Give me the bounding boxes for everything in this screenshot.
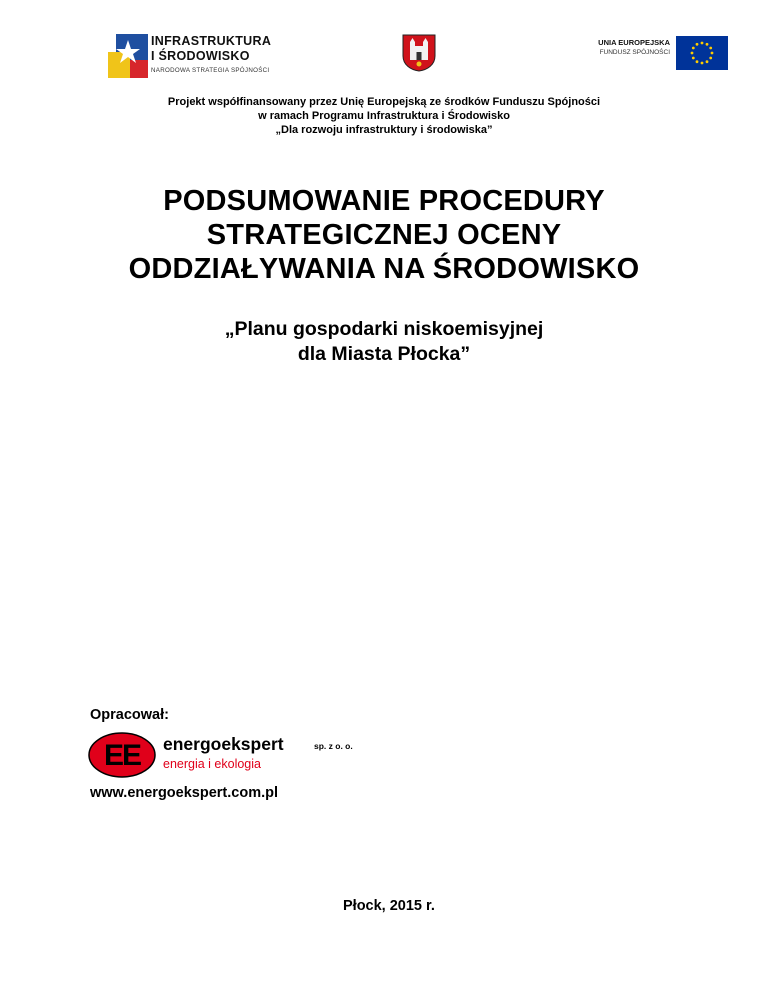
eu-text-line1: UNIA EUROPEJSKA xyxy=(598,38,670,47)
program-star-icon xyxy=(108,34,148,78)
eu-cohesion-fund-logo xyxy=(596,36,730,70)
document-subtitle-line1: „Planu gospodarki niskoemisyjnej xyxy=(224,318,544,340)
company-suffix: sp. z o. o. xyxy=(314,741,353,751)
company-website: www.energoekspert.com.pl xyxy=(90,785,279,801)
document-title-line1: PODSUMOWANIE PROCEDURY xyxy=(163,185,605,217)
eu-flag-icon xyxy=(676,36,728,70)
project-funding-line3: „Dla rozwoju infrastruktury i środowiska” xyxy=(275,124,493,136)
eu-text-line2: FUNDUSZ SPÓJNOŚCI xyxy=(599,49,670,56)
project-funding-line1: Projekt współfinansowany przez Unię Europejską ze środków Funduszu Spójności xyxy=(167,96,601,108)
logo-letters: EE xyxy=(103,739,141,772)
city-coat-of-arms-icon xyxy=(402,34,436,72)
prepared-by-label: Opracował: xyxy=(90,707,169,723)
energoekspert-logo-icon xyxy=(88,732,156,778)
document-subtitle-line2: dla Miasta Płocka” xyxy=(297,343,471,365)
document-title-line2: STRATEGICZNEJ OCENY xyxy=(206,219,562,251)
logo-text-line3: NARODOWA STRATEGIA SPÓJNOŚCI xyxy=(151,67,270,74)
logo-text-line1: INFRASTRUKTURA xyxy=(151,34,272,48)
project-funding-line2: w ramach Programu Infrastruktura i Środowisko xyxy=(258,110,510,122)
document-title-line3: ODDZIAŁYWANIA NA ŚRODOWISKO xyxy=(128,253,640,285)
company-tagline: energia i ekologia xyxy=(163,757,261,771)
company-name: energoekspert xyxy=(163,734,284,754)
infrastruktura-srodowisko-logo xyxy=(108,32,288,80)
place-date: Płock, 2015 r. xyxy=(343,898,435,914)
logo-text-line2: I ŚRODOWISKO xyxy=(151,49,250,63)
